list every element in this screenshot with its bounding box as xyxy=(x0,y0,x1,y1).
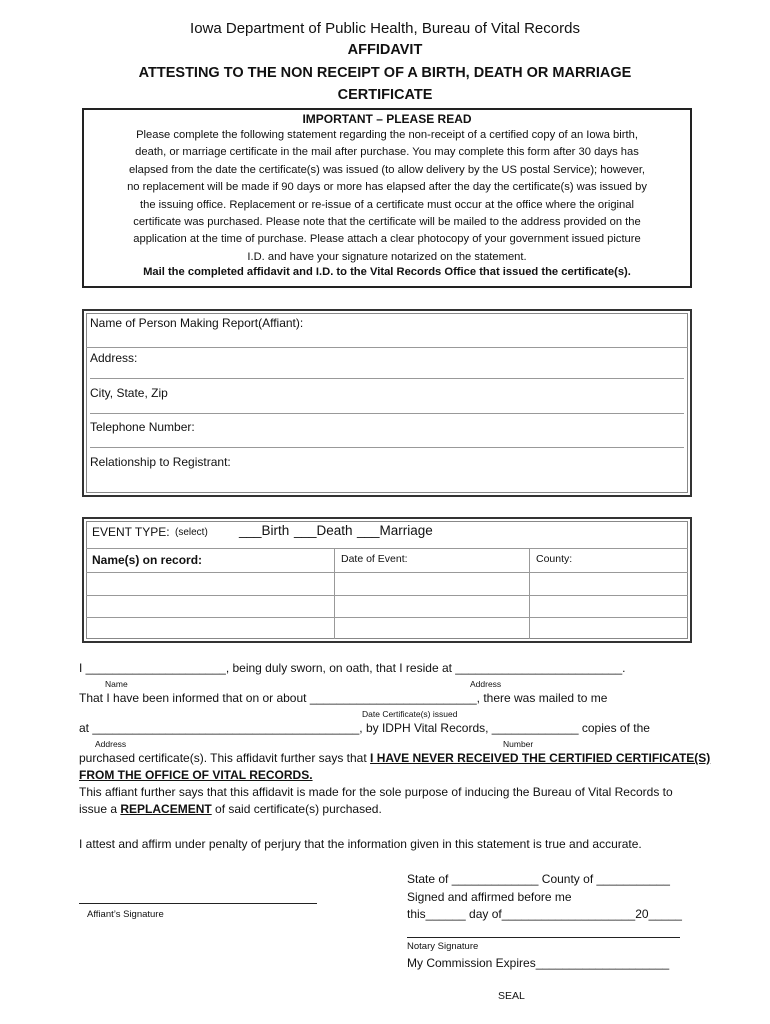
notice-line: elapsed from the date the certificate(s) was issued (to allow delivery by the US postal Service); however, xyxy=(128,163,646,176)
document-subtitle-line1: ATTESTING TO THE NON RECEIPT OF A BIRTH, DEATH OR MARRIAGE xyxy=(138,65,632,81)
statement-line-7-a: issue a xyxy=(79,802,121,816)
notice-line: certificate was purchased. Please note that the certificate will be mailed to the address provided on the xyxy=(133,216,641,229)
notice-title: IMPORTANT – PLEASE READ xyxy=(302,112,472,126)
notice-line: no replacement will be made if 90 days or more has elapsed after the day the certificate(s) was issued by xyxy=(127,181,647,194)
notice-line: application at the time of purchase. Please attach a clear photocopy of your government issued picture xyxy=(133,233,641,246)
table-cell[interactable] xyxy=(88,619,332,637)
affiant-info-form xyxy=(82,309,692,497)
affiant-signature-line[interactable] xyxy=(79,903,317,904)
event-type-label: EVENT TYPE: xyxy=(92,525,170,539)
col-header-date: Date of Event: xyxy=(341,553,408,565)
attestation-statement: I attest and affirm under penalty of perjury that the information given in this statement is true and accurate. xyxy=(79,837,642,851)
caption-number: Number xyxy=(503,739,534,749)
table-cell[interactable] xyxy=(531,597,684,616)
city-state-zip-field[interactable]: City, State, Zip xyxy=(90,386,168,400)
affiant-signature-caption: Affiant’s Signature xyxy=(87,909,164,920)
event-option-marriage[interactable]: ___Marriage xyxy=(357,523,433,538)
event-option-death[interactable]: ___Death xyxy=(294,523,353,538)
statement-line-3: at ________________________________________, by IDPH Vital Records, _____________ copies of the xyxy=(79,721,650,735)
table-divider xyxy=(86,572,688,573)
col-divider xyxy=(529,548,530,639)
caption-address-2: Address xyxy=(95,739,127,749)
col-header-names: Name(s) on record: xyxy=(92,553,203,567)
notice-body xyxy=(84,127,690,266)
event-table xyxy=(82,517,692,643)
document-subtitle-line2: CERTIFICATE xyxy=(337,87,433,103)
statement-line-7 xyxy=(79,802,382,816)
select-hint: (select) xyxy=(175,527,208,538)
affiant-name-field[interactable]: Name of Person Making Report(Affiant): xyxy=(90,316,304,330)
address-field[interactable]: Address: xyxy=(90,351,138,365)
table-cell[interactable] xyxy=(336,619,527,637)
important-notice-box xyxy=(82,108,692,288)
event-option-birth[interactable]: ___Birth xyxy=(239,523,290,538)
notice-line: the issuing office. Replacement or re-issue of a certificate must occur at the office where the original xyxy=(140,198,634,211)
caption-date-issued: Date Certificate(s) issued xyxy=(362,709,458,719)
notice-line: death, or marriage certificate in the mail after purchase. You may complete this form after 30 days has xyxy=(135,146,639,159)
caption-name: Name xyxy=(105,679,128,689)
table-cell[interactable] xyxy=(88,597,332,616)
mail-instruction: Mail the completed affidavit and I.D. to the Vital Records Office that issued the certificate(s). xyxy=(143,266,631,279)
table-divider xyxy=(86,595,688,596)
table-cell[interactable] xyxy=(531,574,684,593)
statement-line-6: This affiant further says that this affidavit is made for the sole purpose of inducing the Bureau of Vital Records to xyxy=(79,785,673,799)
form-divider xyxy=(86,347,688,348)
notary-signature-line[interactable] xyxy=(407,937,680,938)
city-underline xyxy=(90,413,684,414)
table-cell[interactable] xyxy=(336,597,527,616)
state-county-line: State of _____________ County of ___________ xyxy=(407,872,670,886)
replacement-emphasis: REPLACEMENT xyxy=(120,802,212,816)
notice-line: Please complete the following statement regarding the non-receipt of a certified copy of an Iowa birth, xyxy=(136,129,638,141)
table-cell[interactable] xyxy=(531,619,684,637)
table-cell[interactable] xyxy=(336,574,527,593)
col-header-county: County: xyxy=(536,553,573,565)
statement-line-1: I _____________________, being duly sworn, on oath, that I reside at _________________________. xyxy=(79,661,626,675)
col-divider xyxy=(334,548,335,639)
agency-name: Iowa Department of Public Health, Bureau of Vital Records xyxy=(190,20,580,37)
relationship-field[interactable]: Relationship to Registrant: xyxy=(90,455,231,469)
phone-underline xyxy=(90,447,684,448)
notary-signature-caption: Notary Signature xyxy=(407,941,479,952)
notice-line: I.D. and have your signature notarized on the statement. xyxy=(247,250,527,263)
document-title: AFFIDAVIT xyxy=(347,42,423,58)
statement-line-4 xyxy=(79,751,710,765)
statement-line-2: That I have been informed that on or about _________________________, there was mailed to me xyxy=(79,691,608,705)
statement-line-7-c: of said certificate(s) purchased. xyxy=(211,802,382,816)
table-cell[interactable] xyxy=(88,574,332,593)
signed-affirmed: Signed and affirmed before me xyxy=(407,890,572,904)
caption-address: Address xyxy=(470,679,502,689)
never-received-emphasis: I HAVE NEVER RECEIVED THE CERTIFIED CERTIFICATE(S) xyxy=(370,751,711,765)
telephone-field[interactable]: Telephone Number: xyxy=(90,420,195,434)
this-day-line: this______ day of____________________20_____ xyxy=(407,907,682,921)
table-divider xyxy=(86,617,688,618)
seal-label: SEAL xyxy=(498,990,525,1002)
statement-line-4-text: purchased certificate(s). This affidavit further says that xyxy=(79,751,371,765)
statement-line-5: FROM THE OFFICE OF VITAL RECORDS. xyxy=(79,768,313,782)
commission-expires: My Commission Expires____________________ xyxy=(407,956,670,970)
table-divider xyxy=(86,548,688,549)
address-underline xyxy=(90,378,684,379)
